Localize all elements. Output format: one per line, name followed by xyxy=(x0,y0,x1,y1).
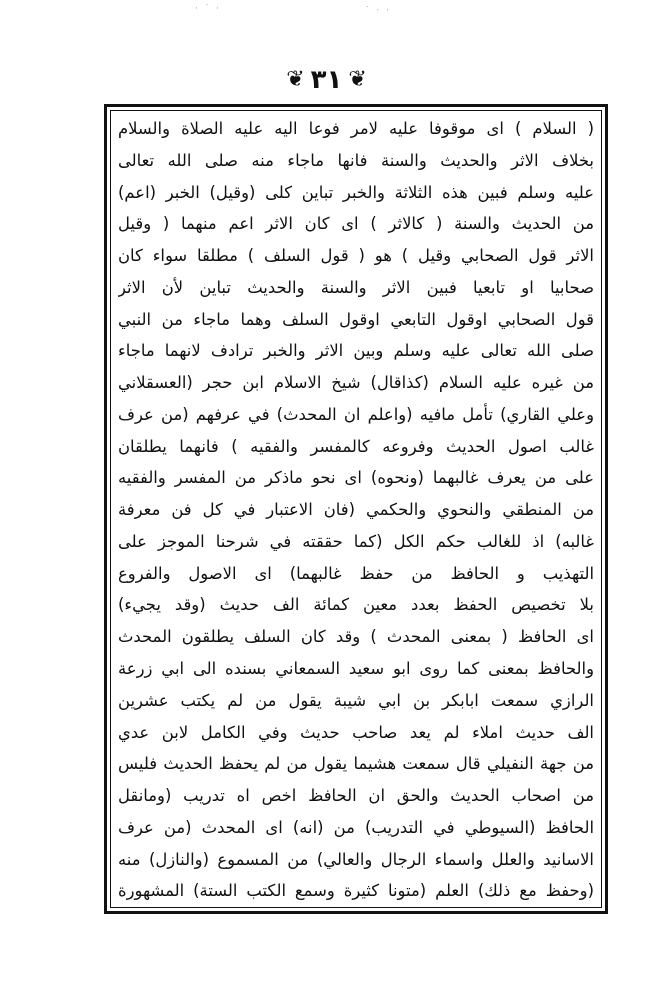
scan-speckle: ˙ · · xyxy=(365,6,391,16)
text-line: ( السلام ) اى موقوفا عليه لامر فوعا اليه عليه الصلاة والسلام xyxy=(118,119,594,138)
text-line: الاثر قول الصحابي وقيل ) هو ( قول السلف ) مطلقا سواء كان xyxy=(118,246,594,266)
text-line: من جهة النفيلي قال سمعت هشيما يقول من لم يحفظ الحديث فليس xyxy=(118,754,594,774)
text-line: الف حديث املاء لم يعد صاحب حديث وفي الكامل لابن عدي xyxy=(118,722,594,742)
text-line: التهذيب و الحافظ من حفظ غالبهما) اى الاصول والفروع xyxy=(118,563,594,583)
text-line: من الحديث والسنة ( كالاثر ) اى كان الاثر اعم منهما ( وقيل xyxy=(118,214,594,234)
page-header xyxy=(0,60,653,100)
text-line: (وحفظ مع ذلك) العلم (متونا كثيرة وسمع الكتب الستة) المشهورة xyxy=(118,881,594,901)
text-line: الرازي سمعت ابابكر بن ابي شيبة يقول من لم يكتب عشرين xyxy=(118,690,594,710)
ornament-left-icon: ❦ xyxy=(286,67,305,92)
page-body-text xyxy=(118,112,594,906)
scan-speckle: · ˙ · xyxy=(195,4,221,14)
text-line: صلى الله تعالى عليه وسلم وبين الاثر والخبر ترادف لانهما ماجاء xyxy=(118,341,594,361)
text-line: من غيره عليه السلام (كذاقال) شيخ الاسلام ابن حجر (العسقلاني xyxy=(118,373,594,393)
text-line: بخلاف الاثر والحديث والسنة فانها ماجاء منه صلى الله تعالى xyxy=(118,150,594,170)
text-line: غالب اصول الحديث وفروعه كالمفسر والفقيه ) فانهما يطلقان xyxy=(118,436,594,456)
text-line: بلا تخصيص الحفظ بعدد معين كمائة الف حديث (وقد يجيء) xyxy=(118,595,594,615)
text-line: على من يعرف غالبهما (ونحوه) اى نحو ماذكر من المفسر والفقيه xyxy=(118,468,594,488)
text-line: اى الحافظ ( بمعنى المحدث ) وقد كان السلف يطلقون المحدث xyxy=(118,627,594,647)
page-number: ٣١ xyxy=(310,65,343,95)
text-line: الاسانيد والعلل واسماء الرجال والعالي) من المسموع (والنازل) منه xyxy=(118,849,594,869)
text-line: وعلي القاري) تأمل مافيه (واعلم ان المحدث) في عرفهم (من عرف xyxy=(118,404,594,424)
text-line: قول الصحابي اوقول التابعي اوقول السلف وهما ماجاء من النبي xyxy=(118,309,594,329)
text-line: والحافظ بمعنى كما روى ابو سعيد السمعاني بسنده الى ابي زرعة xyxy=(118,659,594,679)
text-line: من اصحاب الحديث والحق ان الحافظ اخص اه تدريب (ومانقل xyxy=(118,786,594,806)
text-line: من المنطقي والنحوي والحكمي (فان الاعتبار في كل فن معرفة xyxy=(118,500,594,520)
text-line: عليه وسلم فبين هذه الثلاثة والخبر تباين كلى (وقيل) الخبر (اعم) xyxy=(118,182,594,202)
text-line: غالبه) اذ للغالب حكم الكل (كما حققته في شرحنا الموجز على xyxy=(118,531,594,551)
ornament-right-icon: ❦ xyxy=(348,67,367,92)
text-line: الحافظ (السيوطي في التدريب) من (انه) اى المحدث (من عرف xyxy=(118,817,594,837)
text-line: صحابيا او تابعيا فبين الاثر والسنة والحديث تباين لأن الاثر xyxy=(118,277,594,297)
